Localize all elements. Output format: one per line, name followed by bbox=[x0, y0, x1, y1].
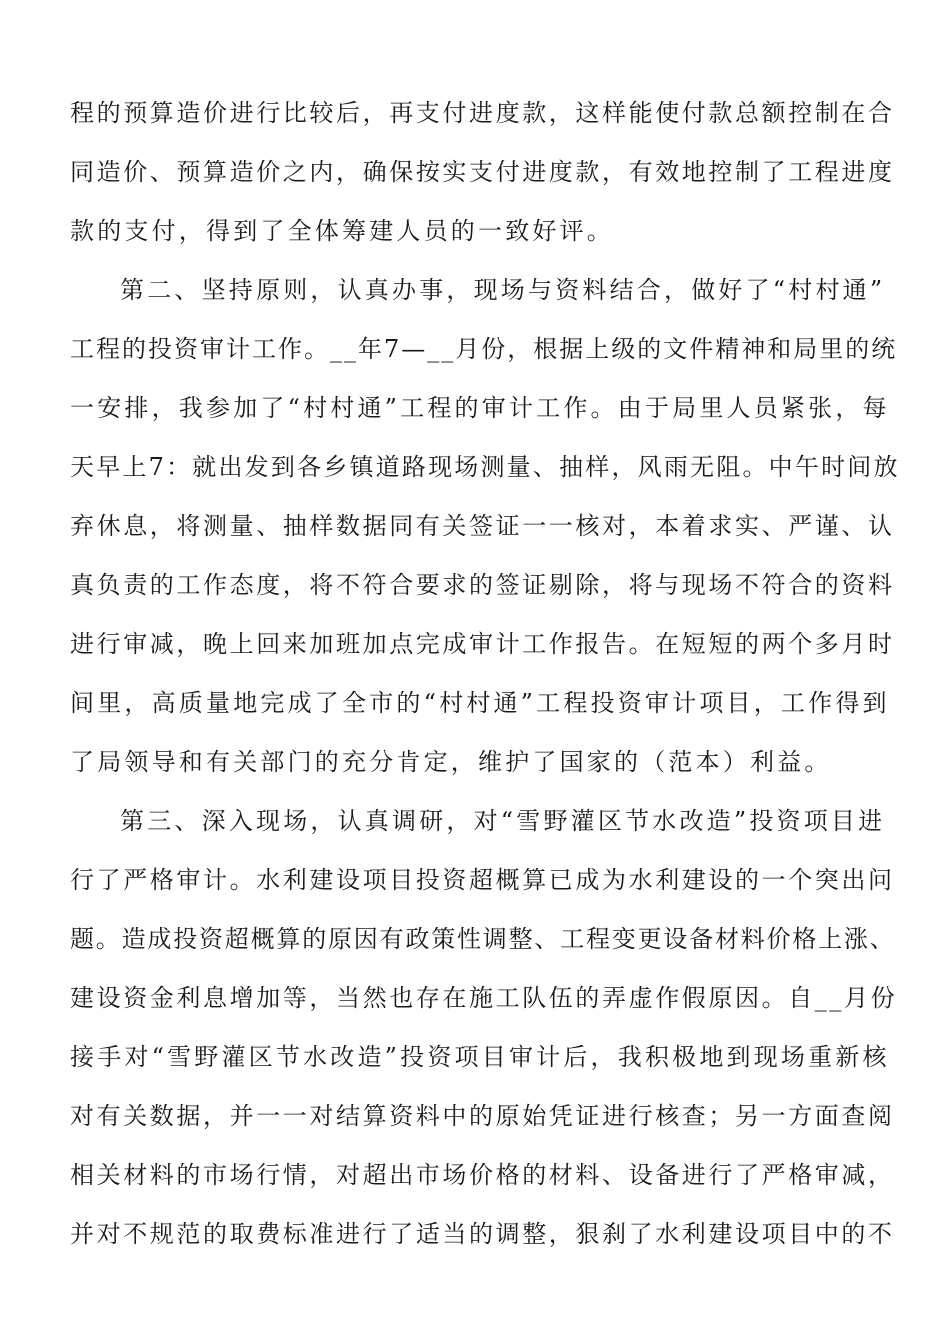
paragraph-start-line: 第三、深入现场，认真调研，对“雪野灌区节水改造”投资项目进 bbox=[120, 807, 886, 835]
text-line: 弃休息，将测量、抽样数据同有关签证一一核对，本着求实、严谨、认 bbox=[70, 512, 895, 540]
text-line: 进行审减，晚上回来加班加点完成审计工作报告。在短短的两个多月时 bbox=[70, 630, 895, 658]
text-line: 题。造成投资超概算的原因有政策性调整、工程变更设备材料价格上涨、 bbox=[70, 925, 896, 953]
text-line: 间里，高质量地完成了全市的“村村通”工程投资审计项目，工作得到 bbox=[70, 689, 890, 717]
text-line: 天早上7：就出发到各乡镇道路现场测量、抽样，风雨无阻。中午时间放 bbox=[70, 453, 900, 481]
text-line: 真负责的工作态度，将不符合要求的签证剔除，将与现场不符合的资料 bbox=[70, 571, 895, 599]
text-line: 工程的投资审计工作。__年7—__月份，根据上级的文件精神和局里的统 bbox=[70, 335, 898, 363]
text-line: 建设资金利息增加等，当然也存在施工队伍的弄虚作假原因。自__月份 bbox=[70, 984, 898, 1012]
text-line: 接手对“雪野灌区节水改造”投资项目审计后，我积极地到现场重新核 bbox=[70, 1043, 890, 1071]
text-line: 相关材料的市场行情，对超出市场价格的材料、设备进行了严格审减， bbox=[70, 1161, 895, 1189]
text-line: 对有关数据，并一一对结算资料中的原始凭证进行核查；另一方面查阅 bbox=[70, 1102, 895, 1130]
text-line: 程的预算造价进行比较后，再支付进度款，这样能使付款总额控制在合 bbox=[70, 99, 895, 127]
text-line: 一安排，我参加了“村村通”工程的审计工作。由于局里人员紧张，每 bbox=[70, 394, 890, 422]
text-line: 同造价、预算造价之内，确保按实支付进度款，有效地控制了工程进度 bbox=[70, 158, 895, 186]
text-line: 并对不规范的取费标准进行了适当的调整，狠刹了水利建设项目中的不 bbox=[70, 1220, 895, 1248]
text-line: 款的支付，得到了全体筹建人员的一致好评。 bbox=[70, 217, 614, 245]
paragraph-start-line: 第二、坚持原则，认真办事，现场与资料结合，做好了“村村通” bbox=[120, 276, 886, 304]
text-line: 行了严格审计。水利建设项目投资超概算已成为水利建设的一个突出问 bbox=[70, 866, 895, 894]
text-line: 了局领导和有关部门的充分肯定，维护了国家的（范本）利益。 bbox=[70, 748, 832, 776]
